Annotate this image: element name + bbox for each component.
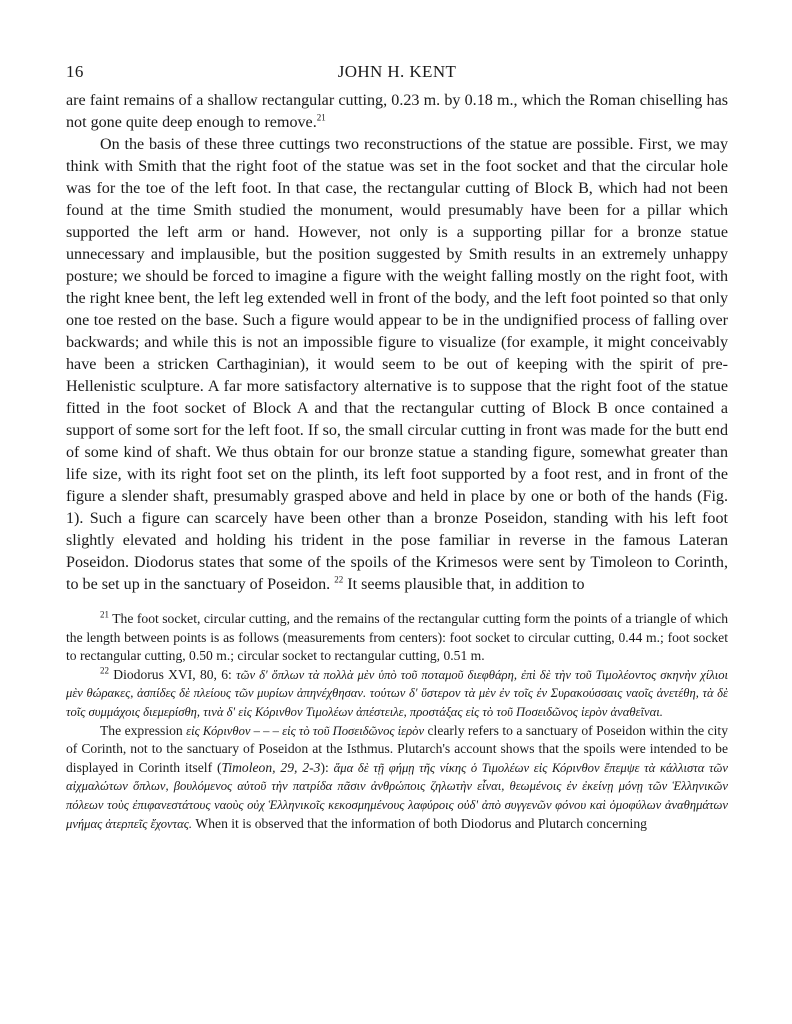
footnote-22b-citation-close: ): bbox=[320, 759, 329, 775]
paragraph-2-text: On the basis of these three cuttings two reconstructions of the statue are possible. First, we may think with Smith that the right foot of the statue was set in the foot socket and that the circular hole was for the toe of the left foot. In that case, the rectangular cutting of Block B, which had not been found at the time Smith studied the monument, would presumably have been for a pillar which supported the left arm or hand. However, not only is a supporting pillar for a bronze statue unnecessary and implausible, but the position suggested by Smith results in an extremely unhappy posture; we should be forced to imagine a figure with the weight falling mostly on the right foot, with the right knee bent, the left leg extended well in front of the body, and the left foot pointed so that only one toe rested on the base. Such a figure would appear to be in the undignified process of falling over backwards; and while this is not an impossible figure to visualize (for example, it might conceivably have been a stricken Carthaginian), it would seem to be out of keeping with the spirit of pre-Hellenistic sculpture. A far more satisfactory alternative is to suppose that the right foot of the statue fitted in the foot socket of Block A and that the rectangular cutting of Block B once contained a support of some sort for the left foot. If so, the small circular cutting in front was made for the butt end of some kind of shaft. We thus obtain for our bronze statue a standing figure, somewhat greater than life size, with its right foot set on the plinth, its left foot supported by a foot rest, and in front of the figure a slender shaft, presumably grasped above and held in place by one or both of the hands (Fig. 1). Such a figure can scarcely have been other than a bronze Poseidon, standing with his left foot slightly elevated and holding his trident in the pose familiar in reverse in the famous Lateran Poseidon. Diodorus states that some of the spoils of the Krimesos were sent by Timoleon to Corinth, to be set up in the sanctuary of Poseidon. bbox=[66, 136, 728, 593]
footnote-21 bbox=[66, 610, 728, 666]
footnote-22b-text: clearly refers to a sanctuary of Poseidon within the city of Corinth, not to the sanctuary of Poseidon at the Isthmus. Plutarch's account shows that the spoils were intended to be displayed in Corinth itself ( bbox=[66, 722, 729, 775]
footnote-22b-greek-phrase: εἰς Κόρινθον – – – εἰς τὸ τοῦ Ποσειδῶνος ἱερὸν bbox=[186, 723, 425, 738]
footnote-22b-greek-quote: ἅμα δὲ τῇ φήμῃ τῆς νίκης ὁ Τιμολέων εἰς Κόρινθον ἔπεμψε τὰ κάλλιστα τῶν αἰχμαλώτων ὅπλων, βουλόμενος αὐτοῦ τὴν πατρίδα πᾶσιν ἀνθρώποις ζηλωτὴν εἶναι, θεωμένοις ἐν ἐκείνῃ μόνῃ τῶν Ἑλληνικῶν πόλεων τοὺς ἐπιφανεστάτους ναοὺς οὐχ Ἑλληνικοῖς κεκοσμημένους λαφύροις οὐδ' ἀπὸ συγγενῶν φόνου καὶ ὁμοφύλων ἀναθημάτων μνήμας ἀτερπεῖς ἔχοντας. bbox=[66, 760, 728, 831]
page-number: 16 bbox=[66, 62, 84, 81]
page bbox=[66, 60, 728, 833]
paragraph-2-continuation: It seems plausible that, in addition to bbox=[347, 576, 585, 593]
footnote-separator bbox=[66, 596, 728, 610]
footnote-22b-tail: When it is observed that the information of both Diodorus and Plutarch concerning bbox=[195, 815, 647, 831]
footnote-22b-citation: Timoleon, 29, 2-3 bbox=[221, 759, 321, 775]
footnote-21-number: 21 bbox=[100, 609, 109, 620]
paragraph-1 bbox=[66, 90, 728, 134]
footnote-22 bbox=[66, 666, 728, 722]
footnote-22-citation: Diodorus XVI, 80, 6: bbox=[113, 666, 232, 682]
running-head: JOHN H. KENT bbox=[337, 62, 457, 81]
footnote-ref-22: 22 bbox=[334, 574, 344, 585]
footnote-22b-lead: The expression bbox=[100, 722, 183, 738]
footnote-22-greek-quote: τῶν δ' ὅπλων τὰ πολλὰ μὲν ὑπὸ τοῦ ποταμοῦ διεφθάρη, ἐπὶ δὲ τὴν τοῦ Τιμολέοντος σκηνὴν χίλιοι μὲν θώρακες, ἀσπίδες δὲ πλείους τῶν μυρίων ἀπηνέχθησαν. τούτων δ' ὕστερον τὰ μὲν ἐν τοῖς ἐν Συρακούσσαις ναοῖς ἀνετέθη, τὰ δὲ τοῖς συμμάχοις διεμερίσθη, τινὰ δ' εἰς Κόρινθον Τιμολέων ἀπέστειλε, προστάξας εἰς τὸ τοῦ Ποσειδῶνος ἱερὸν ἀναθεῖναι. bbox=[66, 667, 728, 719]
footnotes bbox=[66, 610, 728, 833]
footnote-21-text: The foot socket, circular cutting, and the remains of the rectangular cutting form the points of a triangle of which the length between points is as follows (measurements from centers): foot socket to circular cutting, 0.44 m.; foot socket to rectangular cutting, 0.50 m.; circular socket to rectangular cutting, 0.51 m. bbox=[66, 611, 729, 664]
paragraph-1-text: are faint remains of a shallow rectangular cutting, 0.23 m. by 0.18 m., which the Roman chiselling has not gone quite deep enough to remove. bbox=[66, 92, 728, 131]
footnote-22-number: 22 bbox=[100, 665, 109, 676]
footnote-ref-21: 21 bbox=[316, 112, 326, 123]
main-text bbox=[66, 90, 728, 596]
footnote-22-continuation bbox=[66, 722, 728, 834]
page-header bbox=[66, 60, 728, 90]
paragraph-2 bbox=[66, 134, 728, 596]
